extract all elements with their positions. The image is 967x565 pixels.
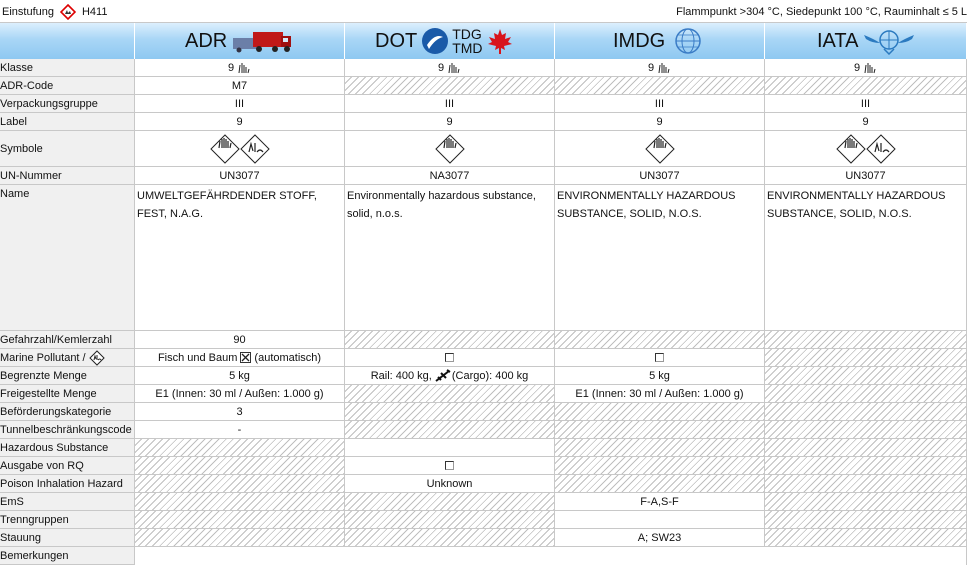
remarks-field[interactable] xyxy=(135,547,967,565)
iata-klasse-value: 9 xyxy=(853,61,861,74)
maple-leaf-icon xyxy=(485,27,515,55)
adr-marine-pollutant-text: Fisch und Baum xyxy=(157,351,238,364)
imdg-marine-pollutant-checkbox[interactable] xyxy=(655,353,664,362)
adr-klasse-cell[interactable] xyxy=(135,59,345,77)
imdg-un-number-value: UN3077 xyxy=(639,169,680,182)
adr-title: ADR xyxy=(185,29,228,52)
imdg-packing-group-value: III xyxy=(654,97,665,110)
adr-label-cell[interactable] xyxy=(135,113,345,131)
row-label-freigestellte-menge: Freigestellte Menge xyxy=(0,385,135,403)
iata-poison-inhalation-na xyxy=(765,475,967,493)
imdg-hazardous-substance-na xyxy=(555,439,765,457)
adr-limited-quantity-value: 5 kg xyxy=(229,369,250,382)
adr-tunnel-code-cell[interactable] xyxy=(135,421,345,439)
transport-regulations-grid xyxy=(0,23,967,562)
header-corner xyxy=(0,23,135,59)
iata-label-value: 9 xyxy=(862,115,869,128)
row-label-klasse: Klasse xyxy=(0,59,135,77)
column-header-dot[interactable] xyxy=(345,23,555,59)
imdg-limited-quantity-value: 5 kg xyxy=(649,369,670,382)
marine-pollutant-label: Marine Pollutant / xyxy=(0,351,86,364)
adr-transport-category-cell[interactable] xyxy=(135,403,345,421)
classification-bar xyxy=(0,0,967,23)
imdg-segregation-cell[interactable] xyxy=(555,511,765,529)
dot-marine-pollutant-cell[interactable] xyxy=(345,349,555,367)
adr-segregation-na xyxy=(135,511,345,529)
einstufung-label: Einstufung xyxy=(2,5,54,18)
iata-ems-na xyxy=(765,493,967,511)
adr-poison-inhalation-na xyxy=(135,475,345,493)
adr-transport-category-value: 3 xyxy=(236,405,243,418)
dot-ems-na xyxy=(345,493,555,511)
dot-un-number-cell[interactable] xyxy=(345,167,555,185)
adr-code-cell[interactable] xyxy=(135,77,345,95)
adr-un-number-value: UN3077 xyxy=(219,169,260,182)
imdg-title: IMDG xyxy=(613,29,666,52)
row-label-ausgabe-rq: Ausgabe von RQ xyxy=(0,457,135,475)
dot-tmd-label: TMD xyxy=(452,40,483,56)
imdg-rq-na xyxy=(555,457,765,475)
dot-poison-inhalation-cell[interactable] xyxy=(345,475,555,493)
adr-label-value: 9 xyxy=(236,115,243,128)
class9-label-icon xyxy=(210,134,240,164)
row-label-label: Label xyxy=(0,113,135,131)
imdg-label-cell[interactable] xyxy=(555,113,765,131)
adr-name-value: UMWELTGEFÄHRDENDER STOFF, FEST, N.A.G. xyxy=(137,190,317,220)
dot-excepted-quantity-na xyxy=(345,385,555,403)
imdg-excepted-quantity-cell[interactable] xyxy=(555,385,765,403)
class9-mini-icon xyxy=(863,62,877,74)
imdg-poison-inhalation-na xyxy=(555,475,765,493)
dot-label-cell[interactable] xyxy=(345,113,555,131)
airplane-icon xyxy=(435,369,451,383)
physical-properties-text: Flammpunkt >304 °C, Siedepunkt 100 °C, Rauminhalt ≤ 5 L xyxy=(676,5,967,18)
column-header-adr[interactable] xyxy=(135,23,345,59)
adr-symbols-cell[interactable] xyxy=(135,131,345,167)
column-header-iata[interactable] xyxy=(765,23,967,59)
adr-stowage-na xyxy=(135,529,345,547)
environment-hazard-icon xyxy=(89,350,105,366)
dot-limited-quantity-cargo: (Cargo): 400 kg xyxy=(451,369,529,382)
adr-excepted-quantity-value: E1 (Innen: 30 ml / Außen: 1.000 g) xyxy=(155,387,324,400)
iata-limited-quantity-na xyxy=(765,367,967,385)
iata-wings-icon xyxy=(862,27,916,55)
adr-limited-quantity-cell[interactable] xyxy=(135,367,345,385)
adr-un-number-cell[interactable] xyxy=(135,167,345,185)
adr-klasse-value: 9 xyxy=(227,61,235,74)
column-header-imdg[interactable] xyxy=(555,23,765,59)
row-label-trenngruppen: Trenngruppen xyxy=(0,511,135,529)
iata-packing-group-cell[interactable] xyxy=(765,95,967,113)
imdg-symbols-cell[interactable] xyxy=(555,131,765,167)
imdg-marine-pollutant-cell[interactable] xyxy=(555,349,765,367)
iata-hazardous-substance-na xyxy=(765,439,967,457)
iata-name-cell[interactable] xyxy=(765,185,967,331)
adr-code-value: M7 xyxy=(231,79,248,92)
imdg-label-value: 9 xyxy=(656,115,663,128)
adr-packing-group-value: III xyxy=(234,97,245,110)
class9-label-icon xyxy=(435,134,465,164)
row-label-adr-code: ADR-Code xyxy=(0,77,135,95)
iata-label-cell[interactable] xyxy=(765,113,967,131)
iata-hazard-number-na xyxy=(765,331,967,349)
row-label-tunnel: Tunnelbeschränkungscode xyxy=(0,421,135,439)
marine-pollutant-checkbox[interactable] xyxy=(240,352,251,363)
dot-klasse-value: 9 xyxy=(437,61,445,74)
dot-adr-code-na xyxy=(345,77,555,95)
dot-packing-group-cell[interactable] xyxy=(345,95,555,113)
imdg-ems-cell[interactable] xyxy=(555,493,765,511)
adr-tunnel-code-value: - xyxy=(237,423,242,436)
dot-title: DOT xyxy=(375,29,418,52)
iata-un-number-value: UN3077 xyxy=(845,169,886,182)
dot-poison-inhalation-value: Unknown xyxy=(426,477,473,490)
iata-packing-group-value: III xyxy=(860,97,871,110)
dot-klasse-cell[interactable] xyxy=(345,59,555,77)
adr-ems-na xyxy=(135,493,345,511)
dot-limited-quantity-rail: Rail: 400 kg, xyxy=(370,369,432,382)
dot-stowage-na xyxy=(345,529,555,547)
imdg-excepted-quantity-value: E1 (Innen: 30 ml / Außen: 1.000 g) xyxy=(575,387,744,400)
class9-label-icon xyxy=(645,134,675,164)
class9-mini-icon xyxy=(447,62,461,74)
adr-packing-group-cell[interactable] xyxy=(135,95,345,113)
dot-limited-quantity-cell[interactable] xyxy=(345,367,555,385)
dot-name-value: Environmentally hazardous substance, solid, n.o.s. xyxy=(347,190,536,220)
iata-un-number-cell[interactable] xyxy=(765,167,967,185)
adr-excepted-quantity-cell[interactable] xyxy=(135,385,345,403)
row-label-un-nummer: UN-Nummer xyxy=(0,167,135,185)
dot-rq-checkbox[interactable] xyxy=(445,461,454,470)
environment-hazard-icon xyxy=(60,4,76,20)
row-label-poison-inhalation: Poison Inhalation Hazard xyxy=(0,475,135,493)
imdg-adr-code-na xyxy=(555,77,765,95)
iata-name-value: ENVIRONMENTALLY HAZARDOUS SUBSTANCE, SOLID, N.O.S. xyxy=(767,190,946,220)
imdg-tunnel-code-na xyxy=(555,421,765,439)
adr-name-cell[interactable] xyxy=(135,185,345,331)
adr-hazardous-substance-na xyxy=(135,439,345,457)
class9-label-icon xyxy=(836,134,866,164)
imdg-stowage-cell[interactable] xyxy=(555,529,765,547)
iata-marine-pollutant-na xyxy=(765,349,967,367)
row-label-hazardous-substance: Hazardous Substance xyxy=(0,439,135,457)
class9-mini-icon xyxy=(657,62,671,74)
row-label-bemerkungen: Bemerkungen xyxy=(0,547,135,565)
dot-symbols-cell[interactable] xyxy=(345,131,555,167)
row-label-symbole: Symbole xyxy=(0,131,135,167)
adr-rq-na xyxy=(135,457,345,475)
iata-segregation-na xyxy=(765,511,967,529)
imdg-ems-value: F-A,S-F xyxy=(640,495,679,508)
dot-tunnel-code-na xyxy=(345,421,555,439)
row-label-befoerderungskategorie: Beförderungskategorie xyxy=(0,403,135,421)
iata-klasse-cell[interactable] xyxy=(765,59,967,77)
imdg-hazard-number-na xyxy=(555,331,765,349)
dot-name-cell[interactable] xyxy=(345,185,555,331)
adr-hazard-number-value: 90 xyxy=(233,333,246,346)
adr-marine-pollutant-auto: (automatisch) xyxy=(254,351,322,364)
dot-hazard-number-na xyxy=(345,331,555,349)
imdg-stowage-value: A; SW23 xyxy=(637,531,682,544)
dot-un-number-value: NA3077 xyxy=(429,169,470,182)
dot-logo-icon xyxy=(421,27,449,55)
dot-label-value: 9 xyxy=(446,115,453,128)
dot-marine-pollutant-checkbox[interactable] xyxy=(445,353,454,362)
truck-icon xyxy=(231,28,293,54)
environment-hazard-icon xyxy=(866,134,896,164)
imdg-name-value: ENVIRONMENTALLY HAZARDOUS SUBSTANCE, SOLID, N.O.S. xyxy=(557,190,736,220)
hazard-statement-code: H411 xyxy=(81,5,108,18)
adr-marine-pollutant-cell[interactable] xyxy=(135,349,345,367)
imdg-name-cell[interactable] xyxy=(555,185,765,331)
iata-rq-na xyxy=(765,457,967,475)
dot-tdg-label: TDG xyxy=(452,26,482,42)
row-label-marine-pollutant xyxy=(0,349,135,367)
row-label-name: Name xyxy=(0,185,135,331)
row-label-verpackungsgruppe: Verpackungsgruppe xyxy=(0,95,135,113)
row-label-ems: EmS xyxy=(0,493,135,511)
imdg-packing-group-cell[interactable] xyxy=(555,95,765,113)
imdg-un-number-cell[interactable] xyxy=(555,167,765,185)
dot-hazardous-substance-cell[interactable] xyxy=(345,439,555,457)
iata-excepted-quantity-na xyxy=(765,385,967,403)
row-label-stauung: Stauung xyxy=(0,529,135,547)
imdg-klasse-cell[interactable] xyxy=(555,59,765,77)
class9-mini-icon xyxy=(237,62,251,74)
iata-adr-code-na xyxy=(765,77,967,95)
iata-tunnel-code-na xyxy=(765,421,967,439)
dot-transport-category-na xyxy=(345,403,555,421)
iata-title: IATA xyxy=(817,29,859,52)
iata-stowage-na xyxy=(765,529,967,547)
environment-hazard-icon xyxy=(240,134,270,164)
imo-globe-icon xyxy=(671,27,705,55)
dot-packing-group-value: III xyxy=(444,97,455,110)
dot-rq-cell[interactable] xyxy=(345,457,555,475)
row-label-begrenzte-menge: Begrenzte Menge xyxy=(0,367,135,385)
imdg-klasse-value: 9 xyxy=(647,61,655,74)
iata-transport-category-na xyxy=(765,403,967,421)
row-label-gefahrzahl: Gefahrzahl/Kemlerzahl xyxy=(0,331,135,349)
imdg-limited-quantity-cell[interactable] xyxy=(555,367,765,385)
adr-hazard-number-cell[interactable] xyxy=(135,331,345,349)
iata-symbols-cell[interactable] xyxy=(765,131,967,167)
imdg-transport-category-na xyxy=(555,403,765,421)
dot-segregation-na xyxy=(345,511,555,529)
